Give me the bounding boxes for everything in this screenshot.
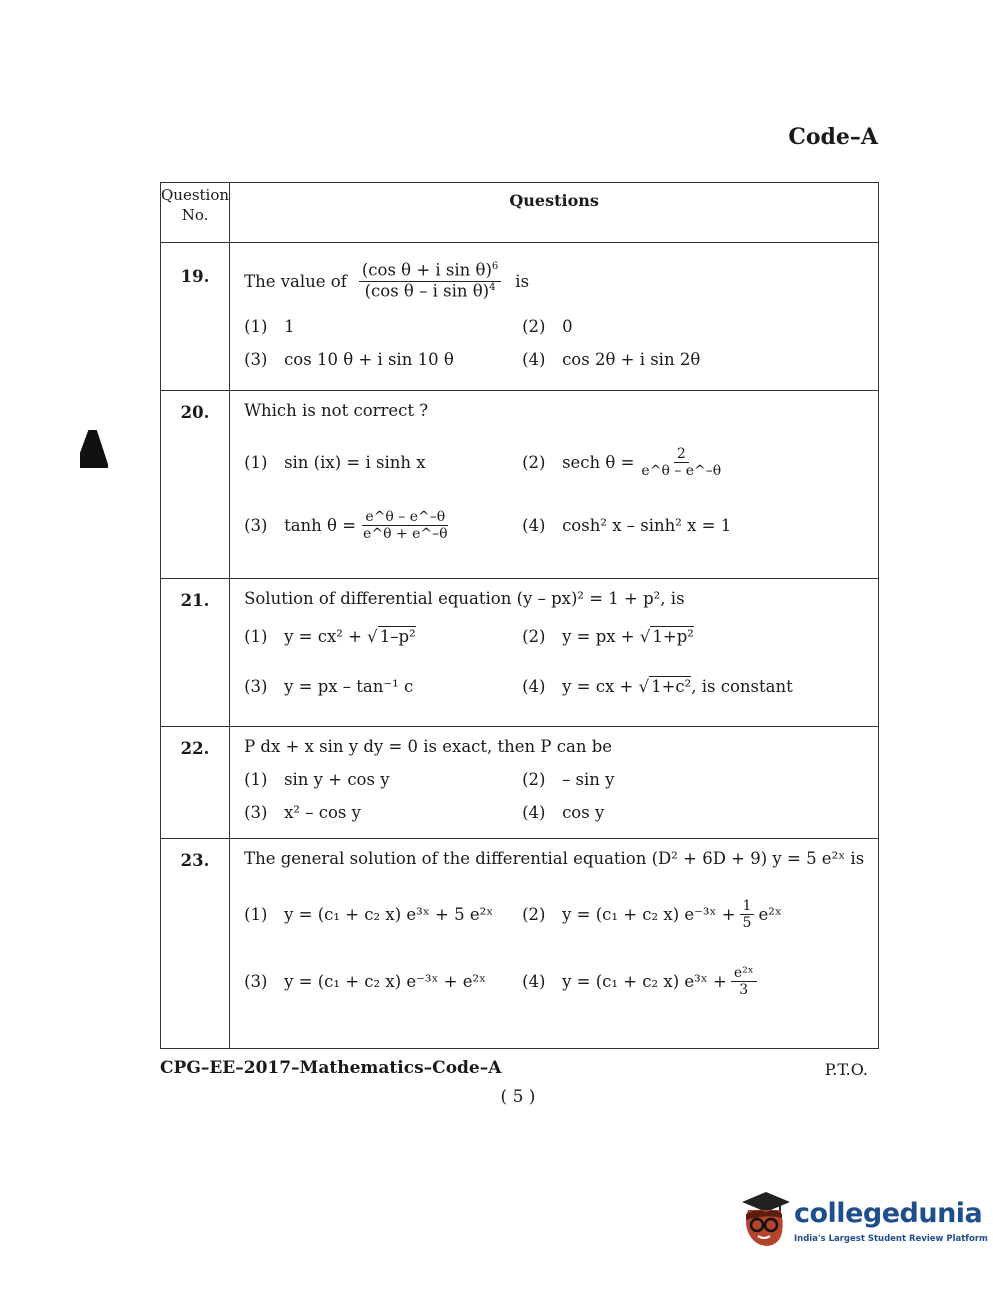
option-number: (2) — [522, 453, 546, 473]
page-number: ( 5 ) — [500, 1087, 536, 1107]
option-number: (1) — [244, 317, 268, 336]
option-text: sech θ = — [562, 453, 635, 473]
header-questions: Questions — [230, 183, 879, 243]
collegedunia-logo — [736, 1188, 988, 1254]
option-4[interactable] — [522, 350, 864, 369]
scan-mark — [80, 430, 108, 468]
option-text: tanh θ = — [284, 516, 357, 536]
option-number: (4) — [522, 972, 546, 992]
option-4[interactable]: (4) y = cx + √ 1+c² , is constant — [522, 676, 793, 696]
question-body — [230, 839, 879, 1049]
fraction — [360, 509, 451, 542]
option-number: (4) — [522, 350, 546, 369]
option-number: (2) — [522, 905, 546, 925]
radicand: 1+p² — [652, 627, 694, 646]
option-3[interactable] — [244, 803, 522, 822]
table-header-row — [161, 183, 879, 243]
footer-paper-title: CPG–EE–2017–Mathematics–Code–A — [160, 1058, 502, 1078]
option-text: sin (ix) = i sinh x — [284, 453, 426, 473]
option-2[interactable] — [522, 898, 864, 931]
option-text: cosh² x – sinh² x = 1 — [562, 516, 732, 536]
question-text: P dx + x sin y dy = 0 is exact, then P can be — [244, 737, 613, 756]
option-3[interactable] — [244, 965, 522, 998]
option-text: cos 10 θ + i sin 10 θ — [284, 350, 454, 369]
question-text-suffix: is — [515, 271, 530, 291]
question-body — [230, 579, 879, 727]
fraction-numerator: 2 — [674, 446, 689, 463]
option-number: (2) — [522, 770, 546, 789]
question-number: 20. — [161, 391, 230, 579]
option-1[interactable]: (1) y = cx² + √ 1–p² — [244, 626, 416, 646]
question-text: The general solution of the differential equation (D² + 6D + 9) y = 5 e²ˣ is — [244, 849, 865, 868]
options — [244, 770, 864, 822]
option-text: cos y — [562, 803, 605, 822]
option-4[interactable] — [522, 509, 864, 542]
exponent: 6 — [491, 261, 499, 273]
option-number: (4) — [522, 803, 546, 822]
question-body — [230, 727, 879, 839]
question-row-19 — [161, 243, 879, 391]
fraction-denominator: 3 — [739, 982, 749, 999]
option-text: y = px + — [562, 626, 635, 646]
option-text-suffix: , is constant — [691, 676, 793, 696]
option-1[interactable] — [244, 317, 522, 336]
options — [244, 898, 864, 998]
option-text: y = (c₁ + c₂ x) e⁻³ˣ + — [562, 905, 736, 925]
option-number: (4) — [522, 516, 546, 536]
option-number: (1) — [244, 626, 268, 646]
option-1[interactable] — [244, 446, 522, 479]
fraction-numerator: (cos θ + i sin θ) — [361, 260, 492, 280]
fraction-numerator: e²ˣ — [731, 965, 757, 982]
fraction — [731, 965, 757, 998]
option-number: (3) — [244, 350, 268, 369]
logo-tagline: India's Largest Student Review Platform — [794, 1234, 988, 1244]
question-table — [160, 182, 879, 1049]
question-row-20 — [161, 391, 879, 579]
fraction — [638, 446, 724, 479]
option-3[interactable] — [244, 676, 522, 696]
option-text: y = (c₁ + c₂ x) e⁻³ˣ + e²ˣ — [284, 972, 487, 992]
fraction-numerator: 1 — [740, 898, 755, 915]
option-3[interactable] — [244, 350, 522, 369]
option-number: (3) — [244, 803, 268, 822]
option-text: x² – cos y — [284, 803, 361, 822]
paper-code: Code–A — [788, 124, 878, 150]
logo-wordmark: collegedunia — [794, 1198, 983, 1229]
option-number: (3) — [244, 972, 268, 992]
question-number: 23. — [161, 839, 230, 1049]
question-text: Solution of differential equation (y – px)² = 1 + p², is — [244, 589, 685, 608]
option-text: y = (c₁ + c₂ x) e³ˣ + 5 e²ˣ — [284, 905, 494, 925]
question-number: 21. — [161, 579, 230, 727]
option-number: (1) — [244, 453, 268, 473]
question-row-23 — [161, 839, 879, 1049]
option-text: – sin y — [562, 770, 615, 789]
option-4[interactable] — [522, 965, 864, 998]
exponent: 4 — [489, 281, 496, 293]
option-text: cos 2θ + i sin 2θ — [562, 350, 701, 369]
question-number: 19. — [161, 243, 230, 391]
option-text: y = cx + — [562, 676, 634, 696]
options — [244, 626, 864, 696]
option-2[interactable] — [522, 317, 864, 336]
fraction-denominator: (cos θ – i sin θ) — [364, 281, 490, 300]
option-2[interactable]: (2) y = px + √ 1+p² — [522, 626, 694, 646]
fraction-denominator: 5 — [742, 915, 752, 932]
option-text: y = cx² + — [284, 626, 362, 646]
question-stem — [244, 255, 864, 307]
fraction-numerator: e^θ – e^–θ — [362, 509, 448, 526]
option-text: 1 — [284, 317, 295, 336]
option-number: (1) — [244, 905, 268, 925]
question-text: Which is not correct ? — [244, 401, 429, 420]
option-2[interactable] — [522, 446, 864, 479]
options — [244, 317, 864, 369]
option-number: (4) — [522, 676, 546, 696]
option-number: (3) — [244, 516, 268, 536]
header-question-no: Question No. — [161, 183, 230, 243]
footer-pto: P.T.O. — [824, 1060, 868, 1079]
option-text-suffix: e²ˣ — [758, 905, 782, 925]
fraction-denominator: e^θ – e^–θ — [641, 463, 722, 480]
option-3[interactable] — [244, 509, 522, 542]
option-number: (2) — [522, 317, 546, 336]
fraction — [359, 261, 501, 301]
option-number: (2) — [522, 626, 546, 646]
question-text: The value of — [244, 271, 347, 291]
option-2[interactable] — [522, 770, 864, 789]
option-text: sin y + cos y — [284, 770, 390, 789]
radicand: 1+c² — [651, 677, 692, 696]
option-text: y = px – tan⁻¹ c — [284, 676, 414, 696]
question-body — [230, 391, 879, 579]
option-number: (1) — [244, 770, 268, 789]
question-number: 22. — [161, 727, 230, 839]
option-number: (3) — [244, 676, 268, 696]
fraction-denominator: e^θ + e^–θ — [363, 526, 448, 543]
options — [244, 446, 864, 542]
option-4[interactable] — [522, 803, 864, 822]
option-text: y = (c₁ + c₂ x) e³ˣ + — [562, 972, 727, 992]
question-row-21 — [161, 579, 879, 727]
option-text: 0 — [562, 317, 573, 336]
radicand: 1–p² — [379, 627, 416, 646]
option-1[interactable] — [244, 898, 522, 931]
fraction — [740, 898, 755, 931]
option-1[interactable] — [244, 770, 522, 789]
question-body — [230, 243, 879, 391]
graduate-mascot-icon — [736, 1188, 792, 1250]
question-row-22 — [161, 727, 879, 839]
